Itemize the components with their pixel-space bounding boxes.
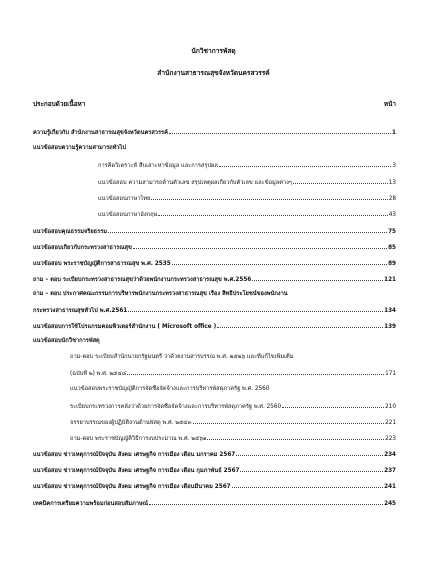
toc-leader-dots [108,226,387,233]
toc-leader-dots [127,368,384,375]
toc-entry-page: 171 [385,371,396,377]
toc-entry [33,144,396,153]
toc-entry-page: 237 [384,468,396,474]
toc-leader-dots [133,242,387,249]
toc-entry-title: แนวข้อสอบภาษาไทย [98,196,151,202]
toc-entry-title: แนวข้อสอบเกี่ยวกับกระทรวงสาธารณสุข [33,245,132,251]
toc-entry [70,353,396,362]
toc-leader-dots [219,160,391,167]
toc-header-page: หน้า [383,100,396,108]
toc-entry-page: 241 [384,484,396,490]
toc-entry [33,258,396,267]
toc-header [33,99,396,108]
toc-entry [33,481,396,490]
toc-entry-page: 3 [392,163,396,169]
toc-entry [33,449,396,458]
toc-entry-title: แนวข้อสอบ ข่าวเหตุการณ์ปัจจุบัน สังคม เศรษฐกิจ การเมือง เดือน มกราคม 2567 [33,452,236,458]
toc-entry [33,127,396,136]
toc-leader-dots [207,433,384,440]
toc-entry-page: 89 [388,261,396,267]
toc-leader-dots [236,449,383,456]
toc-leader-dots [282,401,384,408]
toc-entry-title: ถาม – ตอบ ระเบียบกระทรวงสาธารณสุขว่าด้วยพนักงานกระทรวงสาธารณสุข พ.ศ.2556 [33,277,252,283]
toc-header-contents: ประกอบด้วยเนื้อหา [33,100,86,108]
toc-leader-dots [169,127,391,134]
page-title: นักวิชาการพัสดุ [191,47,236,55]
toc-entry-title: ระเบียบกระทรวงการคลังว่าด้วยการจัดซื้อจัดจ้างและการบริหารพัสดุภาครัฐ พ.ศ. 2560 [70,404,282,410]
toc-entry [33,290,396,299]
toc-entry-page: 245 [384,501,396,507]
toc-leader-dots [172,258,387,265]
toc-leader-dots [158,209,387,216]
toc-entry-page: 75 [388,229,396,235]
toc-leader-dots [240,465,383,472]
toc-entry-page: 13 [388,180,396,186]
toc-entry [70,433,396,442]
toc-entry-page: 223 [385,436,396,442]
toc-entry-page: 134 [384,308,396,314]
toc-entry-title: แนวข้อสอบ ความสามารถด้านตัวเลข สรุปเหตุผลเกี่ยวกับตัวเลข และข้อมูลต่างๆ [98,180,292,186]
toc-entry [98,209,396,218]
toc-entry-title: เทคนิคการเตรียมความพร้อมก่อนสอบสัมภาษณ์ [33,501,148,507]
toc-entry-title: แนวข้อสอบ ข่าวเหตุการณ์ปัจจุบัน สังคม เศรษฐกิจ การเมือง เดือน กุมภาพันธ์ 2567 [33,468,240,474]
toc-entry [70,385,396,394]
toc-entry-title: แนวข้อสอบ พระราชบัญญัติการสาธารณสุข พ.ศ. 2535 [33,261,171,267]
toc-entry-page: 139 [384,324,396,330]
toc-entry [98,193,396,202]
toc-entry-title: ถาม – ตอบ ประกาศคณะกรรมการบริหารพนักงานกระทรวงสาธารณสุข เรื่อง สิทธิประโยชน์ของพนักงาน [33,291,288,297]
toc-entry [98,160,396,169]
toc-entry-page: 85 [388,245,396,251]
toc-entry-title: ความรู้เกี่ยวกับ สำนักงานสาธารณสุขจังหวัดนครสวรรค์ [33,130,168,136]
toc-leader-dots [293,177,388,184]
toc-entry-title: ถาม-ตอบ ระเบียบสำนักนายกรัฐมนตรี ว่าด้วยงานสารบรรณ พ.ศ. ๒๕๒๖ และที่แก้ไขเพิ่มเติม [70,354,294,360]
toc-entry [33,242,396,251]
toc-entry-title: การคิดวิเคราะห์ สืบเสาะหาข้อมูล และการสรุปผล [98,163,218,169]
toc-entry [33,321,396,330]
toc-entry [70,368,396,377]
toc-entry [98,177,396,186]
toc-entry [70,401,396,410]
toc-entry-title: แนวข้อสอบความรู้ความสามารถทั่วไป [33,145,127,151]
toc-leader-dots [151,193,387,200]
toc-entry-page: 121 [384,277,396,283]
toc-entry-title: กระทรวงสาธารณสุขทั่วไป พ.ศ.2561 [33,308,128,314]
toc-entry-page: 221 [385,420,396,426]
toc-entry-title: แนวข้อสอบนักวิชาการพัสดุ [33,338,100,344]
toc-entry [33,465,396,474]
toc-entry-title: ถาม-ตอบ พระราชบัญญัติวิธีการงบประมาณ พ.ศ. ๒๕๖๑ [70,436,207,442]
toc-entry [70,417,396,426]
toc-entry-page: 234 [384,452,396,458]
toc-leader-dots [128,305,383,312]
toc-entry-title: แนวข้อสอบคุณธรรมจริยธรรม [33,229,108,235]
toc-leader-dots [217,321,383,328]
toc-entry-title: แนวข้อสอบภาษาอังกฤษ [98,212,158,218]
toc-entry-title: แนวข้อสอบพระราชบัญญัติการจัดซื้อจัดจ้างและการบริหารพัสดุภาครัฐ พ.ศ. 2560 [70,386,270,392]
toc-entry-page: 210 [385,404,396,410]
toc-leader-dots [252,274,383,281]
toc-leader-dots [232,481,383,488]
toc-entry [33,337,396,346]
toc-entry [33,226,396,235]
toc-entry-page: 43 [388,212,396,218]
toc-entry [33,274,396,283]
toc-leader-dots [149,498,383,505]
toc-entry-title: (ฉบับที่ ๒) พ.ศ. ๒๕๔๘ [70,371,127,377]
toc-entry-page: 28 [388,196,396,202]
page-subtitle: สำนักงานสาธารณสุขจังหวัดนครสวรรค์ [157,69,270,77]
toc-entry-title: แนวข้อสอบ ข่าวเหตุการณ์ปัจจุบัน สังคม เศรษฐกิจ การเมือง เดือนมีนาคม 2567 [33,484,231,490]
toc-entry-title: แนวข้อสอบการใช้โปรแกรมคอมพิวเตอร์สำนักงาน ( Microsoft office ) [33,324,217,330]
toc-entry-page: 1 [392,130,396,136]
toc-entry [33,498,396,507]
toc-entry-title: จรรยาบรรณของผู้ปฏิบัติงานด้านพัสดุ พ.ศ. ๒๕๔๓ [70,420,192,426]
toc-leader-dots [193,417,385,424]
toc-entry [33,305,396,314]
